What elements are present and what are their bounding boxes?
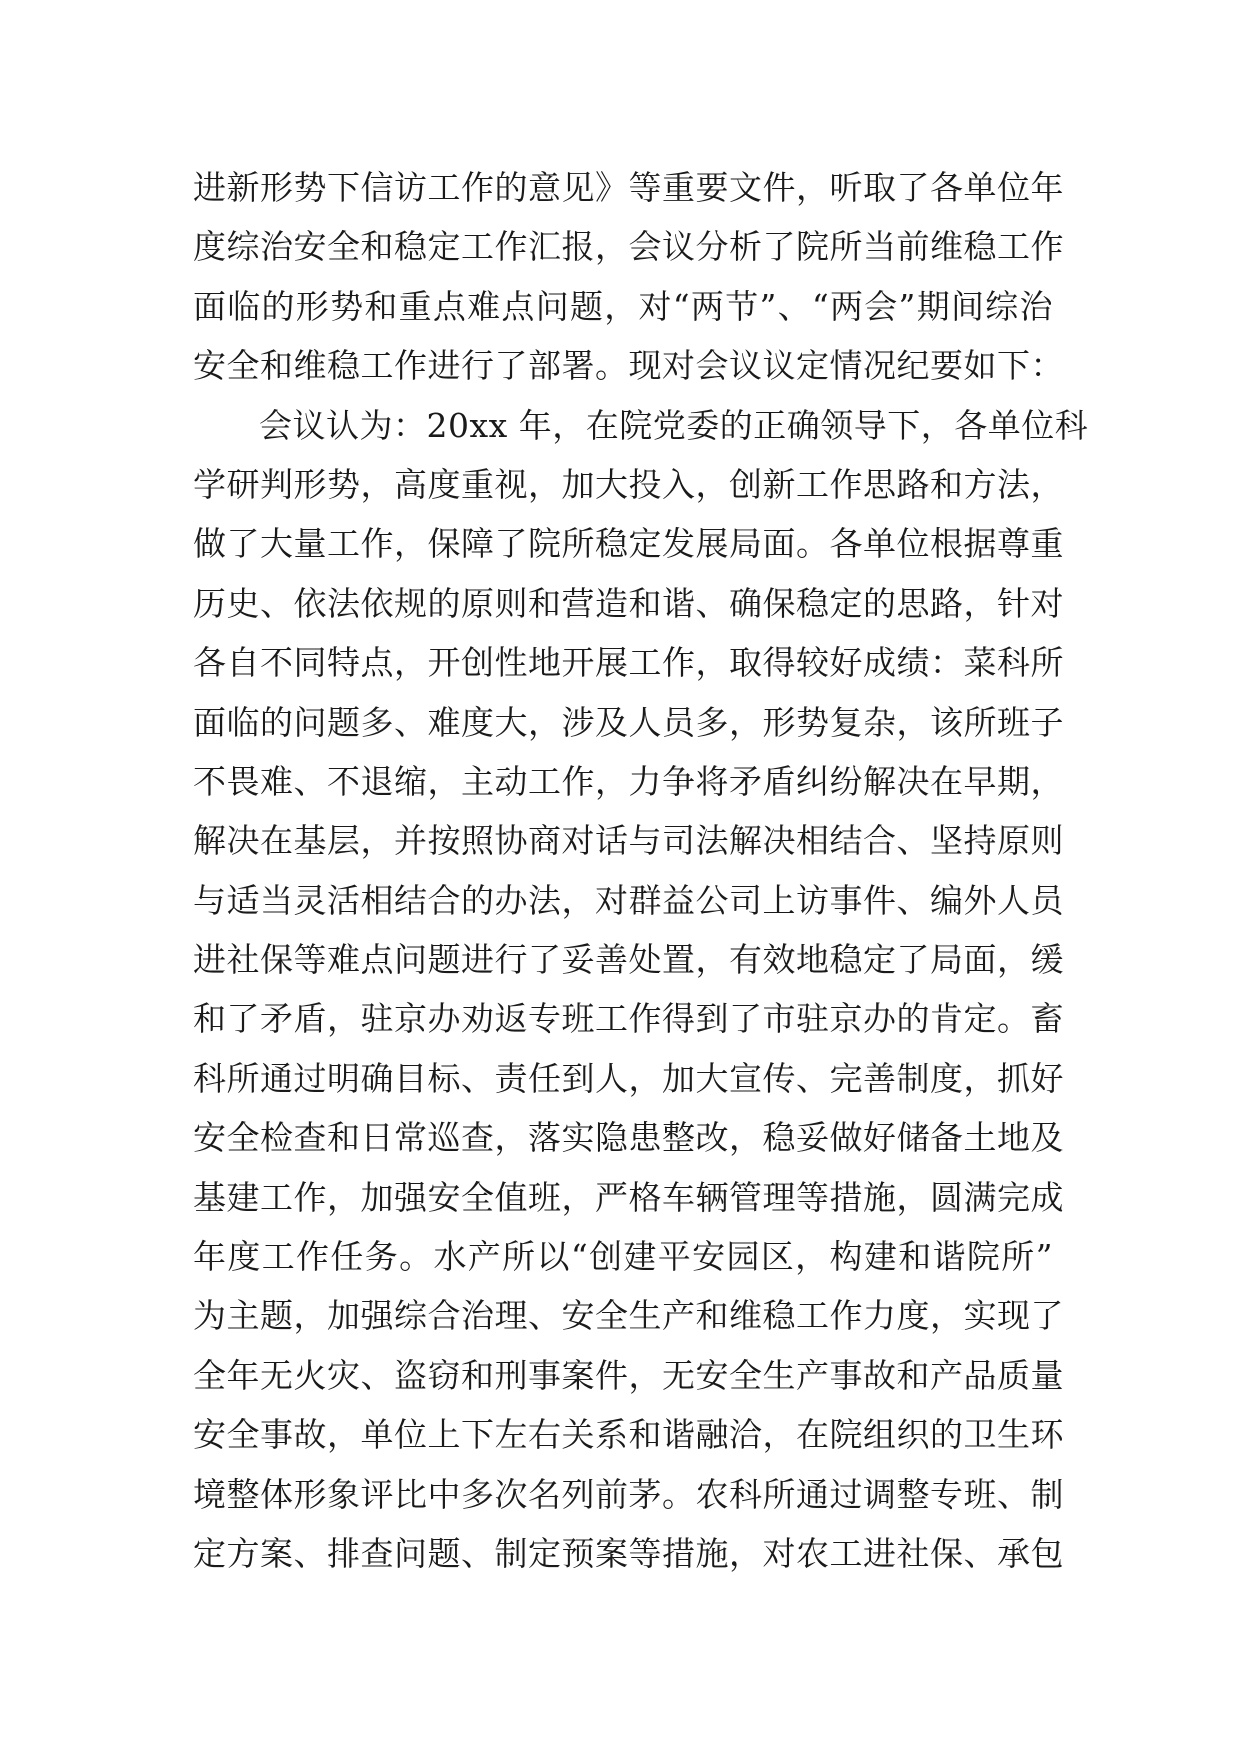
text-line: 不畏难、不退缩，主动工作，力争将矛盾纠纷解决在早期，: [193, 761, 1064, 801]
paragraph-first-line: 会议认为：20xx 年，在院党委的正确领导下，各单位科: [259, 405, 1089, 445]
text-line: 做了大量工作，保障了院所稳定发展局面。各单位根据尊重: [193, 524, 1064, 564]
text-line: 面临的形势和重点难点问题，对“两节”、“两会”期间综治: [193, 286, 1053, 326]
text-line: 定方案、排查问题、制定预案等措施，对农工进社保、承包: [193, 1533, 1064, 1573]
text-line: 解决在基层，并按照协商对话与司法解决相结合、坚持原则: [193, 821, 1064, 861]
text-line: 境整体形象评比中多次名列前茅。农科所通过调整专班、制: [193, 1474, 1064, 1514]
text-line: 安全和维稳工作进行了部署。现对会议议定情况纪要如下：: [193, 346, 1064, 386]
text-line: 度综治安全和稳定工作汇报，会议分析了院所当前维稳工作: [193, 227, 1064, 267]
text-line: 历史、依法依规的原则和营造和谐、确保稳定的思路，针对: [193, 583, 1064, 623]
text-line: 科所通过明确目标、责任到人，加大宣传、完善制度，抓好: [193, 1058, 1064, 1098]
text-line: 为主题，加强综合治理、安全生产和维稳工作力度，实现了: [193, 1296, 1064, 1336]
text-line: 面临的问题多、难度大，涉及人员多，形势复杂，该所班子: [193, 702, 1064, 742]
text-line: 安全事故，单位上下左右关系和谐融洽，在院组织的卫生环: [193, 1415, 1064, 1455]
body-text: [193, 158, 1089, 1583]
text-line: 进社保等难点问题进行了妥善处置，有效地稳定了局面，缓: [193, 940, 1064, 980]
text-line: 与适当灵活相结合的办法，对群益公司上访事件、编外人员: [193, 880, 1064, 920]
text-line: 基建工作，加强安全值班，严格车辆管理等措施，圆满完成: [193, 1177, 1064, 1217]
text-line: 年度工作任务。水产所以“创建平安园区，构建和谐院所”: [193, 1237, 1053, 1277]
text-line: 和了矛盾，驻京办劝返专班工作得到了市驻京办的肯定。畜: [193, 999, 1064, 1039]
text-line: 各自不同特点，开创性地开展工作，取得较好成绩：菜科所: [193, 643, 1064, 683]
text-line: 进新形势下信访工作的意见》等重要文件，听取了各单位年: [193, 168, 1064, 207]
text-line: 安全检查和日常巡查，落实隐患整改，稳妥做好储备土地及: [193, 1118, 1064, 1158]
text-line: 学研判形势，高度重视，加大投入，创新工作思路和方法，: [193, 464, 1064, 504]
text-line: 全年无火灾、盗窃和刑事案件，无安全生产事故和产品质量: [193, 1355, 1064, 1395]
